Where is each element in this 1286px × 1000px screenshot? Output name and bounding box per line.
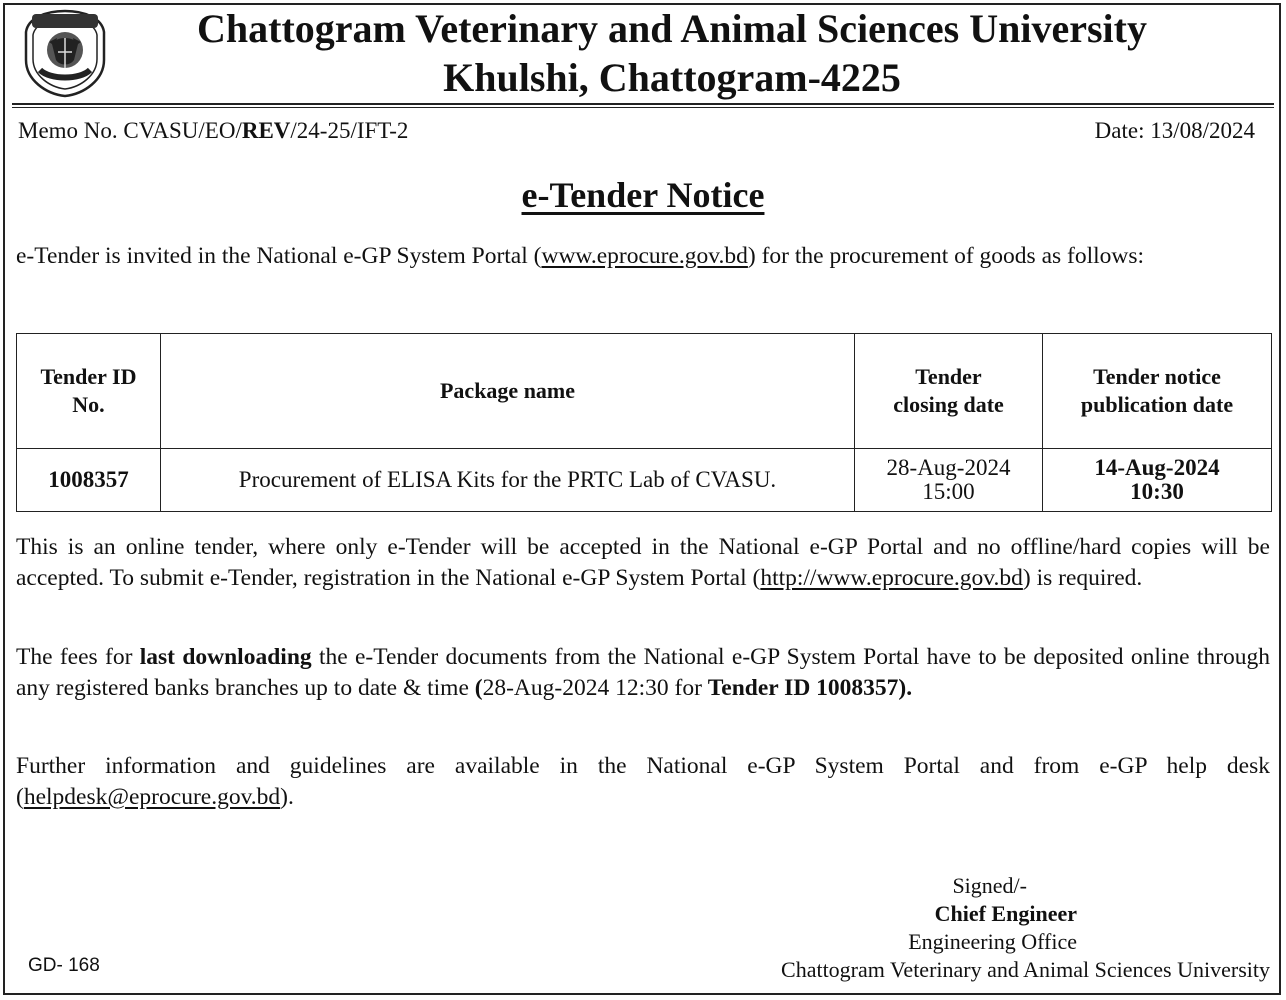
eprocure-http-link[interactable]: http://www.eprocure.gov.bd xyxy=(760,564,1023,591)
memo-number: Memo No. CVASU/EO/REV/24-25/IFT-2 xyxy=(18,118,409,143)
fees-paragraph: The fees for last downloading the e-Tender documents from the National e-GP System Portal have to be deposited online through any registered banks branches up to date & time (28-Aug-2024 12:30 for Tender ID 1008357). xyxy=(16,644,1270,701)
eprocure-link[interactable]: www.eprocure.gov.bd xyxy=(541,243,748,269)
header-publication-date: Tender notice publication date xyxy=(1043,334,1272,449)
gd-code: GD- 168 xyxy=(28,955,100,976)
university-logo-icon xyxy=(22,8,108,98)
signatory-office: Engineering Office xyxy=(908,929,1077,954)
university-name: Chattogram Veterinary and Animal Sciences University xyxy=(197,6,1147,51)
table-row xyxy=(17,449,1272,512)
helpdesk-email-link[interactable]: helpdesk@eprocure.gov.bd xyxy=(23,783,281,810)
header-rule-thin xyxy=(12,107,1274,108)
package-name-cell: Procurement of ELISA Kits for the PRTC Lab of CVASU. xyxy=(161,449,855,512)
page-title: e-Tender Notice xyxy=(521,175,765,215)
info-paragraph: Further information and guidelines are available in the National e-GP System Portal and from e-GP help desk (helpdesk@eprocure.gov.bd). xyxy=(16,753,1270,810)
tender-id-cell: 1008357 xyxy=(17,449,161,512)
online-tender-paragraph: This is an online tender, where only e-Tender will be accepted in the National e-GP Portal and no offline/hard copies will be accepted. To submit e-Tender, registration in the National e-GP System Portal (http://www.eprocure.gov.bd) is required. xyxy=(16,534,1270,591)
closing-date-cell: 28-Aug-2024 15:00 xyxy=(855,449,1043,512)
table-header-row xyxy=(17,334,1272,449)
tender-table xyxy=(16,333,1272,512)
signature-block xyxy=(781,872,1270,984)
memo-date: Date: 13/08/2024 xyxy=(1094,118,1255,143)
publication-date-cell: 14-Aug-2024 10:30 xyxy=(1043,449,1272,512)
signed-text: Signed/- xyxy=(952,873,1027,898)
header-tender-id: Tender ID No. xyxy=(17,334,161,449)
header-package-name: Package name xyxy=(161,334,855,449)
signatory-designation: Chief Engineer xyxy=(934,901,1077,926)
university-address: Khulshi, Chattogram-4225 xyxy=(443,55,901,100)
header-closing-date: Tender closing date xyxy=(855,334,1043,449)
header-rule xyxy=(12,103,1274,105)
signatory-university: Chattogram Veterinary and Animal Sciences University xyxy=(781,957,1270,982)
intro-paragraph: e-Tender is invited in the National e-GP System Portal (www.eprocure.gov.bd) for the procurement of goods as follows: xyxy=(16,243,1145,269)
